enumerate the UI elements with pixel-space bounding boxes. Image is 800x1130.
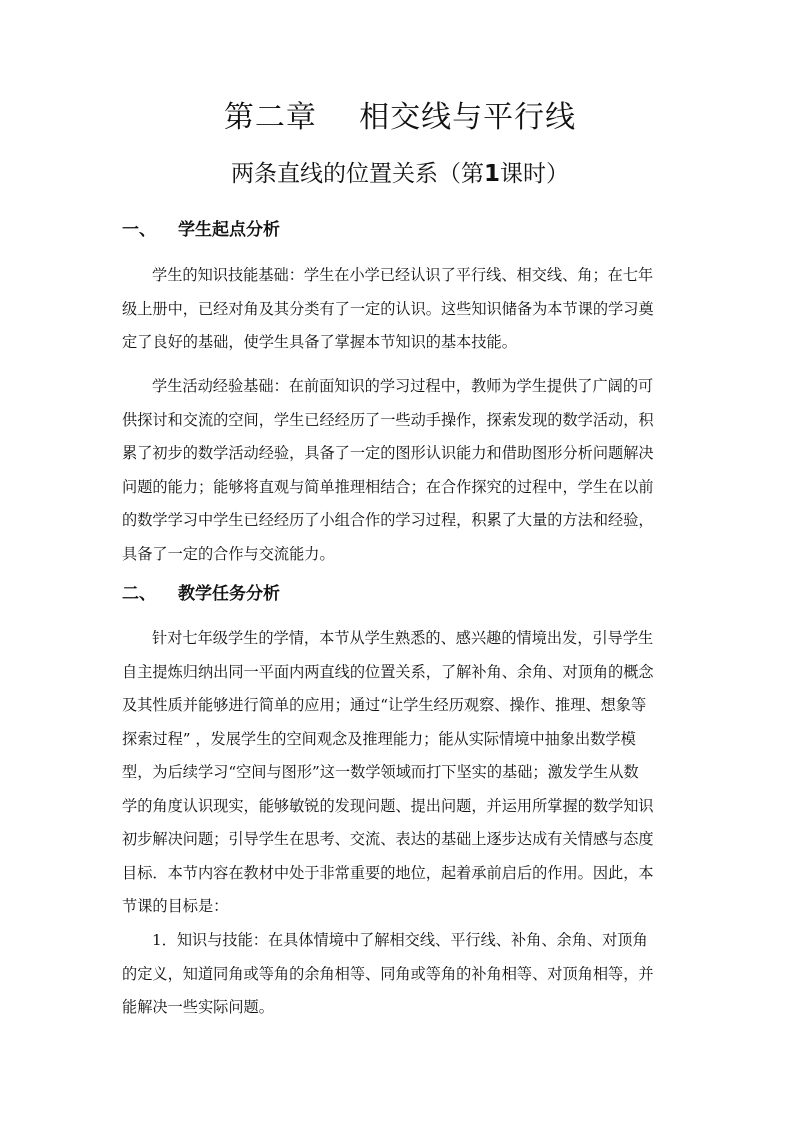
text-line: 针对七年级学生的学情，本节从学生熟悉的、感兴趣的情境出发，引导学生 [152, 629, 654, 647]
chapter-title: 第二章 相交线与平行线 [223, 100, 577, 135]
text-line: 问题的能力；能够将直观与简单推理相结合；在合作探究的过程中，学生在以前 [122, 477, 654, 496]
paragraph-task-analysis [122, 622, 682, 924]
text-line: 的数学学习中学生已经经历了小组合作的学习过程，积累了大量的方法和经验， [122, 511, 654, 529]
text-line: 节课的目标是： [122, 897, 229, 915]
lesson-number: 1 [483, 161, 500, 187]
text-line: 级上册中，已经对角及其分类有了一定的认识。这些知识储备为本节课的学习奠 [122, 299, 654, 318]
text-line: 目标．本节内容在教材中处于非常重要的地位，起着承前启后的作用。因此，本 [122, 863, 654, 882]
lesson-subtitle-suffix: 课时） [500, 161, 569, 187]
text-line: 学生的知识技能基础：学生在小学已经认识了平行线、相交线、角；在七年 [152, 266, 654, 284]
text-line: 供探讨和交流的空间，学生已经经历了一些动手操作，探索发现的数学活动，积 [122, 410, 654, 429]
section-title: 教学任务分析 [178, 584, 280, 604]
text-line: 型，为后续学习“空间与图形”这一数学领域而打下坚实的基础；激发学生从数 [122, 763, 639, 781]
lesson-subtitle [0, 158, 800, 190]
text-line: 及其性质并能够进行简单的应用；通过“让学生经历观察、操作、推理、想象等 [122, 696, 647, 714]
text-line: 初步解决问题；引导学生在思考、交流、表达的基础上逐步达成有关情感与态度 [122, 830, 654, 848]
text-line: 具备了一定的合作与交流能力。 [122, 544, 335, 563]
lesson-subtitle-prefix: 两条直线的位置关系（第 [230, 161, 484, 187]
text-line: 探索过程” ，发展学生的空间观念及推理能力；能从实际情境中抽象出数学模 [122, 729, 636, 748]
text-line: 学的角度认识现实，能够敏锐的发现问题、提出问题，并运用所掌握的数学知识 [122, 796, 654, 815]
text-line: 定了良好的基础，使学生具备了掌握本节知识的基本技能。 [122, 333, 517, 351]
section-title: 学生起点分析 [178, 220, 280, 240]
section-heading-2 [122, 582, 280, 606]
paragraph-activity-experience [122, 370, 682, 571]
section-heading-1 [122, 218, 280, 242]
section-number: 一、 [122, 220, 156, 240]
text-line: 能解决一些实际问题。 [122, 998, 274, 1016]
section-number: 二、 [122, 584, 156, 604]
text-line: 学生活动经验基础：在前面知识的学习过程中，教师为学生提供了广阔的可 [152, 377, 654, 395]
text-line: 累了初步的数学活动经验，具备了一定的图形认识能力和借助图形分析问题解决 [122, 444, 654, 462]
objective-item-1 [122, 924, 682, 1025]
paragraph-knowledge-base [122, 259, 682, 360]
text-line: 的定义，知道同角或等角的余角相等、同角或等角的补角相等、对顶角相等，并 [122, 964, 654, 983]
text-line: 自主提炼归纳出同一平面内两直线的位置关系，了解补角、余角、对顶角的概念 [122, 662, 654, 681]
text-line: 1．知识与技能：在具体情境中了解相交线、平行线、补角、余角、对顶角 [152, 931, 648, 949]
